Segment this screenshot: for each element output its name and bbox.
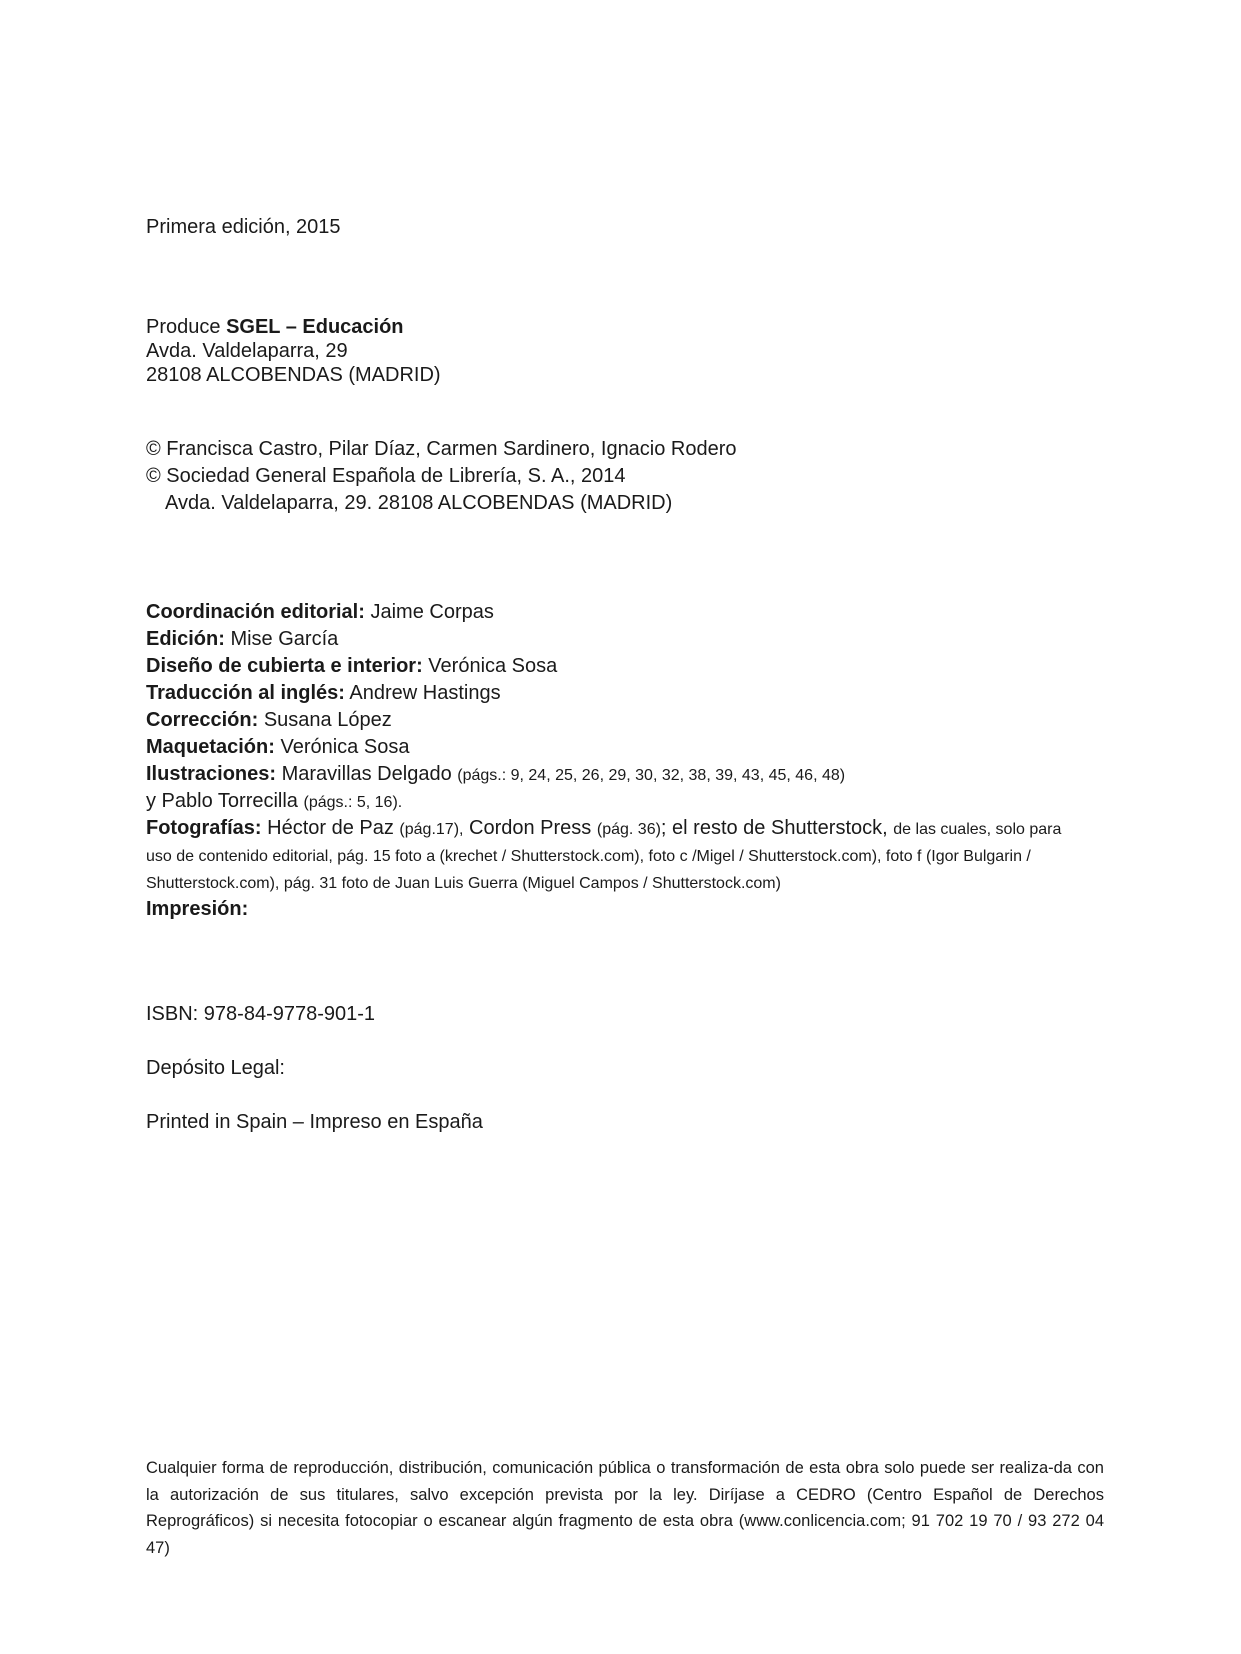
credit-label: Traducción al inglés: bbox=[146, 682, 345, 704]
edition-line: Primera edición, 2015 bbox=[146, 216, 341, 238]
credit-impresion: Impresión: bbox=[146, 898, 249, 920]
credit-label: Ilustraciones: bbox=[146, 763, 277, 785]
publisher-address1: Avda. Valdelaparra, 29 bbox=[146, 340, 348, 362]
isbn-line: ISBN: 978-84-9778-901-1 bbox=[146, 1003, 376, 1025]
credit-edicion bbox=[146, 627, 338, 651]
credit-value: Verónica Sosa bbox=[428, 655, 558, 677]
credit-label: Corrección: bbox=[146, 709, 259, 731]
publisher-name: SGEL – Educación bbox=[226, 316, 404, 338]
credit-fotografias-detail3: Shutterstock.com), pág. 31 foto de Juan Luis Guerra (Miguel Campos / Shutterstock.com) bbox=[146, 875, 781, 892]
credit-correccion bbox=[146, 708, 392, 732]
copyright-authors: © Francisca Castro, Pilar Díaz, Carmen Sardinero, Ignacio Rodero bbox=[146, 438, 737, 460]
credit-label: Maquetación: bbox=[146, 736, 275, 758]
credit-value: Jaime Corpas bbox=[370, 601, 494, 623]
credit-maquetacion bbox=[146, 735, 409, 759]
credit-pages: (págs.: 9, 24, 25, 26, 29, 30, 32, 38, 39, 43, 45, 46, 48) bbox=[457, 767, 846, 784]
credit-value: Maravillas Delgado bbox=[281, 763, 452, 785]
legal-notice: Cualquier forma de reproducción, distribución, comunicación pública o transformación de esta obra solo puede ser realiza-da con la autorización de sus titulares, salvo excepción prevista por la ley. Diríjase a CEDRO (Centro Español de Derechos Reprográficos) si necesita fotocopiar o escanear algún fragmento de esta obra (www.conlicencia.com; 91 702 19 70 / 93 272 04 47) bbox=[146, 1459, 1104, 1557]
credit-value: Andrew Hastings bbox=[349, 682, 501, 704]
copyright-company-address: Avda. Valdelaparra, 29. 28108 ALCOBENDAS (MADRID) bbox=[165, 492, 673, 514]
credit-pages: (pág.17), bbox=[399, 821, 464, 838]
credit-value: y Pablo Torrecilla bbox=[146, 790, 298, 812]
copyright-company: © Sociedad General Española de Librería, S. A., 2014 bbox=[146, 465, 626, 487]
credit-ilustraciones bbox=[146, 762, 845, 788]
credit-label: Edición: bbox=[146, 628, 225, 650]
credit-label: Diseño de cubierta e interior: bbox=[146, 655, 423, 677]
credit-value: ; el resto de Shutterstock, bbox=[660, 817, 888, 839]
credit-value: Cordon Press bbox=[469, 817, 592, 839]
publisher-line bbox=[146, 315, 404, 339]
credit-value: Héctor de Paz bbox=[267, 817, 394, 839]
publisher-prefix: Produce bbox=[146, 316, 221, 338]
credit-pages: (pág. 36) bbox=[596, 821, 661, 838]
publisher-address2: 28108 ALCOBENDAS (MADRID) bbox=[146, 364, 441, 386]
credit-label: Coordinación editorial: bbox=[146, 601, 365, 623]
credit-detail: de las cuales, solo para bbox=[893, 821, 1062, 838]
credit-label: Fotografías: bbox=[146, 817, 262, 839]
credit-fotografias-detail2: uso de contenido editorial, pág. 15 foto a (krechet / Shutterstock.com), foto c /Migel / Shutterstock.com), foto f (Igor Bulgarin / bbox=[146, 848, 1031, 865]
deposito-legal-line: Depósito Legal: bbox=[146, 1057, 285, 1079]
credit-pages: (págs.: 5, 16). bbox=[303, 794, 403, 811]
credit-fotografias bbox=[146, 816, 1061, 842]
credit-traduccion bbox=[146, 681, 501, 705]
credit-coordinacion bbox=[146, 600, 494, 624]
credit-diseno bbox=[146, 654, 557, 678]
credit-value: Mise García bbox=[230, 628, 339, 650]
printed-in-line: Printed in Spain – Impreso en España bbox=[146, 1111, 483, 1133]
credit-ilustraciones-cont bbox=[146, 789, 402, 815]
credit-value: Verónica Sosa bbox=[280, 736, 410, 758]
credit-value: Susana López bbox=[263, 709, 392, 731]
